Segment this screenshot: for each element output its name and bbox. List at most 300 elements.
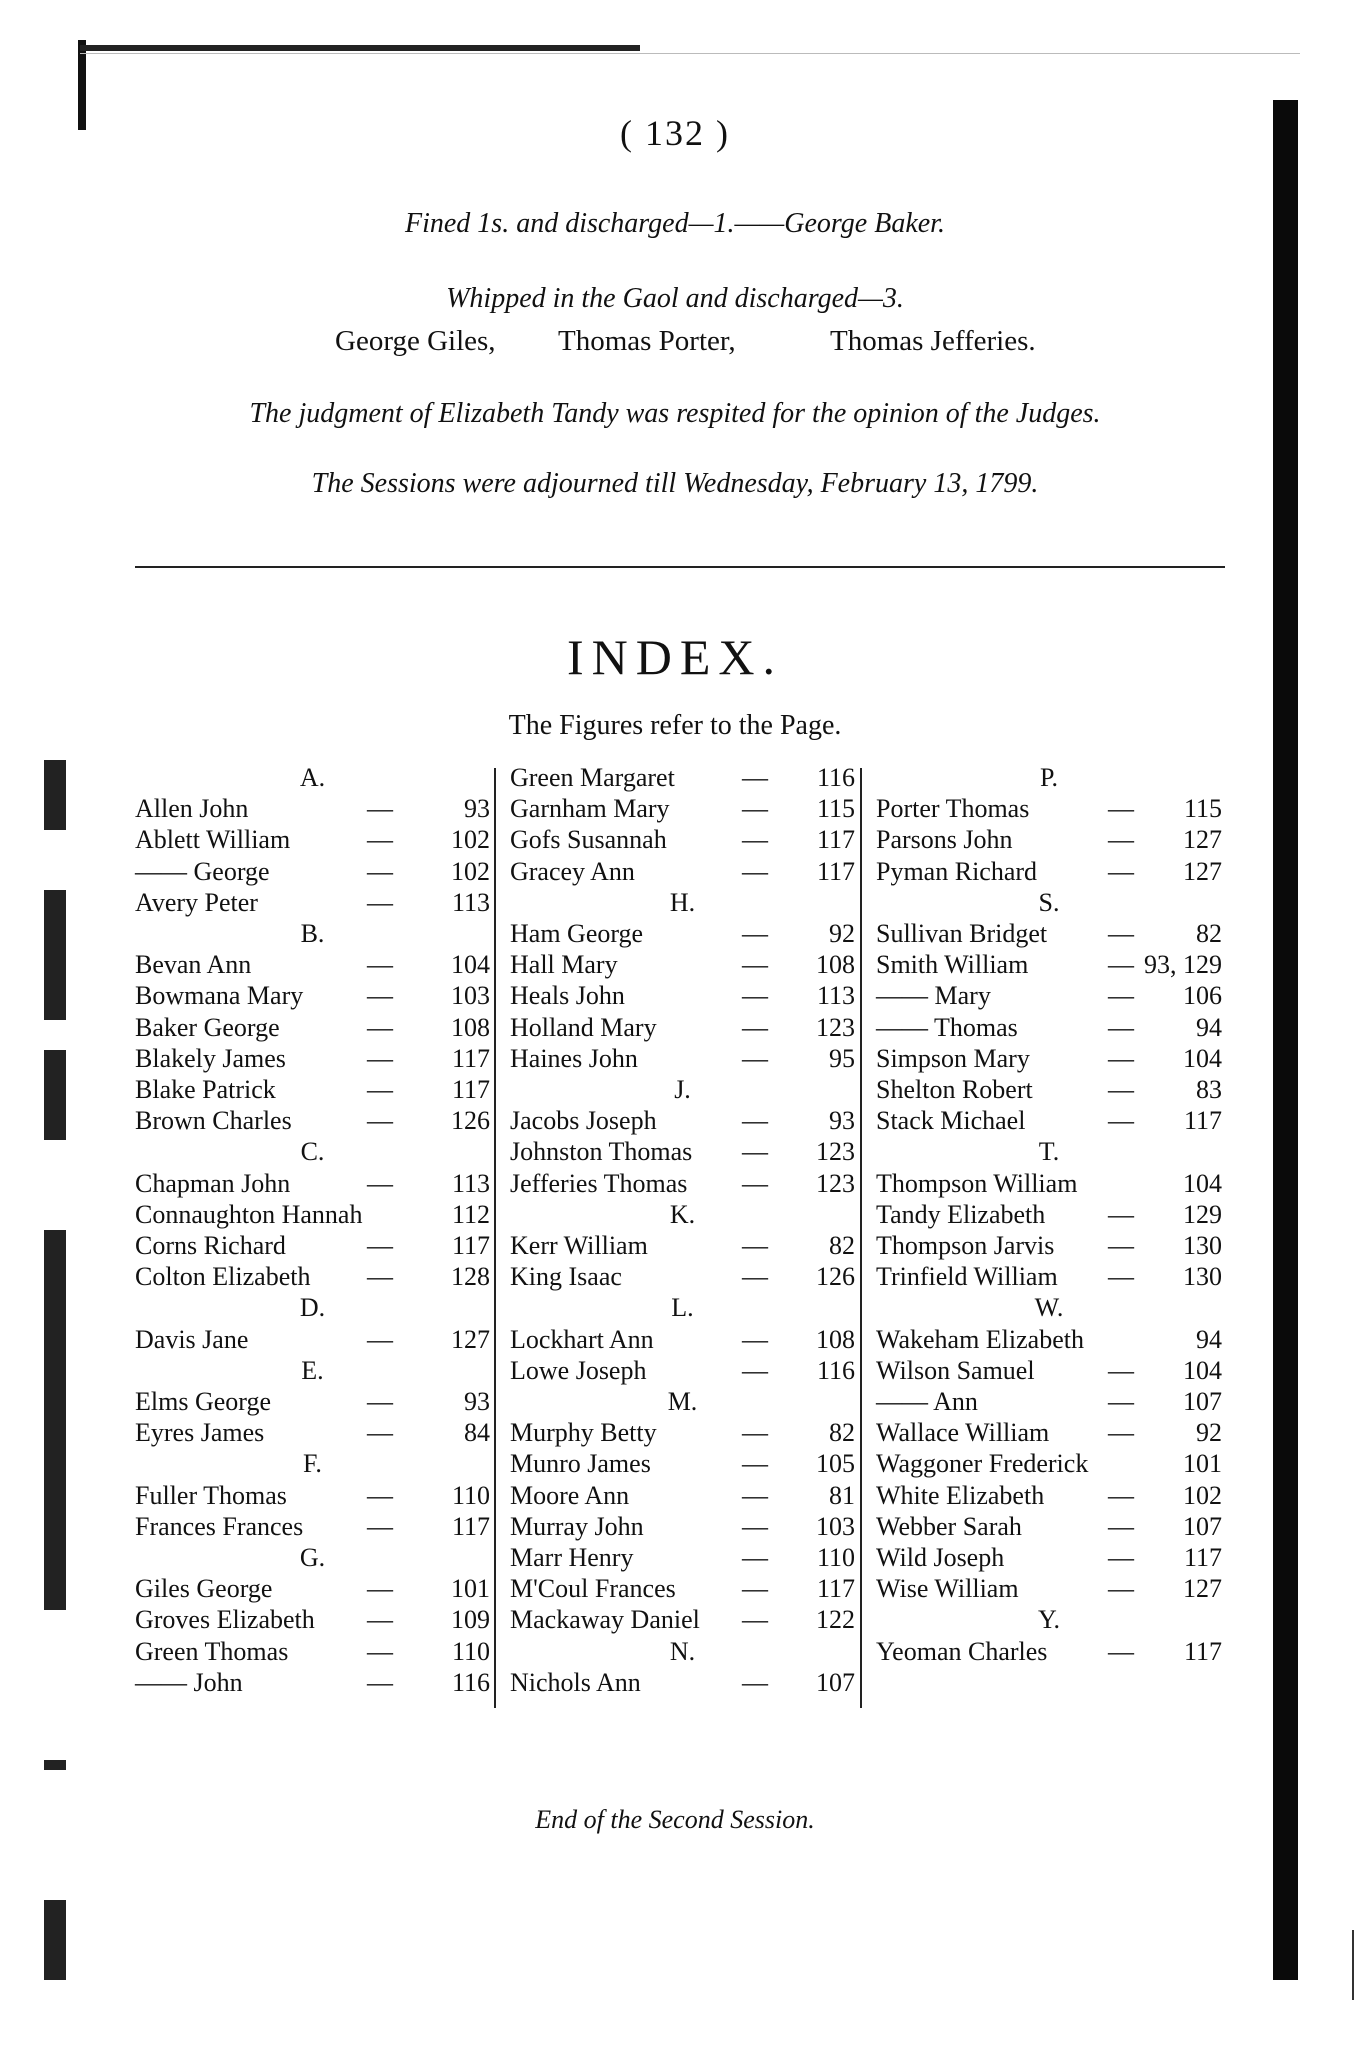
index-entry [876,1105,1222,1136]
entry-name: White Elizabeth [876,1480,1045,1510]
index-letter-heading: W. [1034,1293,1064,1323]
entry-dash: — [742,981,768,1011]
entry-page: 117 [1183,1636,1222,1666]
index-entry [135,1604,490,1635]
entry-dash: — [1108,1231,1134,1260]
index-entry [510,856,855,887]
whipped-name: Thomas Porter, [558,325,736,357]
index-entry [876,1511,1222,1542]
entry-name: Murray John [510,1511,644,1541]
scan-edge-line [1352,1930,1354,2000]
entry-page: 106 [1183,981,1222,1011]
index-entry [876,1636,1222,1667]
index-title: INDEX. [566,629,784,685]
entry-page: 127 [451,1324,490,1354]
index-entry [876,1417,1222,1448]
entry-dash: — [742,1480,768,1510]
index-entry [510,1012,855,1043]
index-letter-heading: H. [669,887,696,917]
entry-dash: — [742,1543,768,1572]
entry-dash: — [367,1667,393,1697]
entry-dash: — [367,1262,393,1292]
index-entry [510,1230,855,1261]
entry-page: 93 [464,794,490,824]
binding-mark [44,1900,66,1980]
entry-page: 122 [816,1605,855,1635]
entry-name: Munro James [510,1449,651,1479]
entry-page: 115 [1183,794,1222,824]
entry-name: —— Mary [876,981,991,1011]
entry-dash: — [742,1418,768,1448]
entry-dash: — [367,825,393,855]
index-entry [510,1511,855,1542]
entry-page: 116 [451,1667,490,1697]
index-subtitle: The Figures refer to the Page. [508,710,842,741]
entry-dash: — [1108,1387,1134,1416]
index-entry [876,1324,1222,1355]
index-entry [876,1480,1222,1511]
index-entry [510,824,855,855]
binding-mark [44,1230,66,1610]
entry-page: 103 [451,981,490,1011]
entry-page: 117 [816,856,855,886]
index-letter-heading: A. [299,763,326,792]
index-letter-heading: L. [671,1293,694,1323]
entry-page: 104 [451,950,490,980]
entry-name: Garnham Mary [510,794,670,824]
entry-name: Mackaway Daniel [510,1605,700,1635]
index-letter-heading: M. [667,1387,698,1416]
judgment-line: The judgment of Elizabeth Tandy was respited for the opinion of the Judges. [249,398,1101,429]
index-entry [876,1261,1222,1292]
index-letter-heading: C. [300,1137,325,1167]
entry-name: Giles George [135,1574,273,1604]
entry-page: 117 [816,1574,855,1604]
index-entry [135,1511,490,1542]
entry-name: Jacobs Joseph [510,1106,657,1136]
index-entry [135,1012,490,1043]
entry-name: Trinfield William [876,1262,1058,1292]
section-divider [135,566,1225,568]
index-entry [510,1667,855,1698]
entry-page: 126 [451,1106,490,1136]
entry-dash: — [1108,1012,1134,1042]
entry-name: Frances Frances [135,1511,304,1541]
entry-name: Johnston Thomas [510,1137,693,1167]
entry-page: 130 [1183,1262,1222,1292]
entry-page: 108 [451,1012,490,1042]
entry-name: Baker George [135,1012,280,1042]
binding-mark [44,1760,66,1770]
binding-mark [44,890,66,1020]
index-entry [135,1043,490,1074]
entry-dash: — [1108,1418,1134,1448]
index-entry [876,1542,1222,1573]
entry-name: Blake Patrick [135,1075,276,1104]
sessions-line: The Sessions were adjourned till Wednesday, February 13, 1799. [311,468,1039,499]
entry-dash: — [742,919,768,948]
entry-page: 117 [451,1511,490,1541]
entry-dash: — [742,1168,768,1198]
index-entry [135,980,490,1011]
index-entry [135,1168,490,1199]
index-entry [135,1324,490,1355]
entry-page: 104 [1183,1168,1222,1198]
entry-page: 127 [1183,856,1222,886]
entry-dash: — [742,1137,768,1167]
entry-name: Yeoman Charles [876,1636,1048,1666]
entry-name: Webber Sarah [876,1511,1022,1541]
entry-name: Porter Thomas [876,794,1030,824]
entry-page: 110 [816,1543,855,1572]
entry-dash: — [1108,1355,1134,1385]
index-entry [876,1199,1222,1230]
index-entry [510,918,855,949]
entry-dash: — [367,1231,393,1260]
index-entry [876,793,1222,824]
entry-dash: — [742,1605,768,1635]
entry-page: 113 [816,981,855,1011]
entry-dash: — [1108,1636,1134,1666]
column-divider [860,768,862,1708]
entry-dash: — [367,1574,393,1604]
entry-name: Jefferies Thomas [510,1168,688,1198]
entry-name: Thompson William [876,1168,1078,1198]
entry-dash: — [1108,1543,1134,1572]
entry-name: Shelton Robert [876,1075,1033,1104]
entry-name: Lowe Joseph [510,1355,647,1385]
entry-page: 117 [451,1075,490,1104]
entry-name: Tandy Elizabeth [876,1199,1046,1229]
entry-page: 94 [1196,1324,1222,1354]
index-entry [135,856,490,887]
entry-page: 93, 129 [1144,950,1222,980]
entry-page: 110 [451,1636,490,1666]
entry-dash: — [742,1667,768,1697]
entry-name: Gofs Susannah [510,825,667,855]
entry-name: King Isaac [510,1262,622,1292]
index-entry [510,980,855,1011]
entry-name: Gracey Ann [510,856,635,886]
index-letter-heading: B. [300,919,325,948]
entry-dash: — [367,887,393,917]
entry-name: Ham George [510,919,644,948]
fined-line: Fined 1s. and discharged—1.——George Baker. [405,208,945,239]
entry-page: 81 [829,1480,855,1510]
entry-page: 107 [1183,1511,1222,1541]
entry-page: 107 [1183,1387,1222,1416]
entry-dash: — [742,1324,768,1354]
index-entry [876,949,1222,980]
entry-name: Smith William [876,950,1029,980]
binding-mark [44,1050,66,1140]
entry-page: 128 [451,1262,490,1292]
index-entry [135,824,490,855]
entry-dash: — [742,794,768,824]
entry-name: Eyres James [135,1418,265,1448]
entry-name: Holland Mary [510,1012,657,1042]
entry-name: Bevan Ann [135,950,252,980]
scan-edge-shadow [1273,100,1298,1980]
index-entry [510,1480,855,1511]
entry-name: Pyman Richard [876,856,1038,886]
index-entry [135,1261,490,1292]
index-letter-heading: K. [669,1199,696,1229]
entry-dash: — [1108,1106,1134,1136]
entry-dash: — [367,1480,393,1510]
index-entry [876,918,1222,949]
entry-page: 84 [464,1418,490,1448]
entry-name: Wild Joseph [876,1543,1005,1572]
index-entry [876,824,1222,855]
binding-mark [44,760,66,830]
entry-dash: — [1108,1480,1134,1510]
index-entry [510,762,855,793]
index-entry [510,1573,855,1604]
index-letter-heading: P. [1039,763,1059,792]
entry-name: Murphy Betty [510,1418,657,1448]
entry-page: 129 [1183,1199,1222,1229]
index-entry [876,1448,1222,1479]
entry-dash: — [367,1418,393,1448]
index-entry [510,1448,855,1479]
entry-dash: — [367,1636,393,1666]
index-entry [876,1230,1222,1261]
entry-dash: — [1108,1199,1134,1229]
entry-dash: — [367,1605,393,1635]
entry-dash: — [742,763,768,792]
entry-page: 83 [1196,1075,1222,1104]
entry-page: 109 [451,1605,490,1635]
entry-dash: — [367,1043,393,1073]
entry-page: 93 [829,1106,855,1136]
entry-page: 82 [829,1231,855,1260]
entry-dash: — [742,1043,768,1073]
entry-page: 127 [1183,1574,1222,1604]
index-letter-heading: T. [1038,1137,1060,1167]
entry-name: Green Thomas [135,1636,289,1666]
entry-page: 107 [816,1667,855,1697]
entry-dash: — [1108,1262,1134,1292]
index-letter-heading: E. [301,1355,324,1385]
entry-dash: — [367,1324,393,1354]
index-entry [876,1573,1222,1604]
index-letter-heading: Y. [1038,1605,1060,1635]
index-entry [876,1043,1222,1074]
index-entry [510,1168,855,1199]
end-line: End of the Second Session. [535,1805,815,1834]
entry-name: —— Ann [876,1387,978,1416]
entry-name: —— John [135,1667,243,1697]
entry-dash: — [367,1075,393,1104]
entry-dash: — [742,1262,768,1292]
index-entry [510,1136,855,1167]
entry-name: Fuller Thomas [135,1480,287,1510]
entry-dash: — [742,1449,768,1479]
entry-name: Moore Ann [510,1480,630,1510]
index-letter-heading: G. [299,1543,326,1572]
whipped-name: George Giles, [335,325,496,357]
entry-name: Groves Elizabeth [135,1605,315,1635]
entry-page: 123 [816,1012,855,1042]
index-entry [135,1230,490,1261]
entry-dash: — [742,856,768,886]
index-entry [135,1667,490,1698]
entry-dash: — [1108,981,1134,1011]
index-letter-heading: S. [1038,887,1060,917]
entry-page: 103 [816,1511,855,1541]
entry-name: Allen John [135,794,249,824]
index-entry [876,856,1222,887]
entry-name: Heals John [510,981,625,1011]
entry-dash: — [1108,825,1134,855]
index-entry [510,1542,855,1573]
entry-dash: — [1108,794,1134,824]
entry-page: 110 [451,1480,490,1510]
index-entry [510,793,855,824]
entry-page: 108 [816,950,855,980]
entry-dash: — [1108,1511,1134,1541]
entry-page: 105 [816,1449,855,1479]
entry-page: 101 [451,1574,490,1604]
entry-page: 123 [816,1137,855,1167]
index-entry [510,1043,855,1074]
entry-name: Blakely James [135,1043,286,1073]
entry-dash: — [1108,1075,1134,1104]
entry-page: 116 [816,1355,855,1385]
entry-name: Thompson Jarvis [876,1231,1055,1260]
entry-dash: — [367,1106,393,1136]
index-entry [135,1199,490,1230]
entry-page: 123 [816,1168,855,1198]
entry-name: Corns Richard [135,1231,286,1260]
entry-dash: — [742,1574,768,1604]
index-entry [135,1386,490,1417]
entry-page: 95 [829,1043,855,1073]
entry-name: Elms George [135,1387,271,1416]
entry-name: Wilson Samuel [876,1355,1035,1385]
entry-page: 82 [1196,919,1222,948]
top-rule-thin [80,53,1300,54]
entry-page: 92 [829,919,855,948]
index-entry [510,949,855,980]
entry-name: Bowmana Mary [135,981,304,1011]
entry-page: 112 [451,1199,490,1229]
entry-page: 117 [1183,1106,1222,1136]
whipped-line: Whipped in the Gaol and discharged—3. [446,283,904,314]
entry-name: Wakeham Elizabeth [876,1324,1084,1354]
entry-page: 117 [816,825,855,855]
entry-page: 102 [451,856,490,886]
entry-dash: — [742,1012,768,1042]
index-entry [876,1012,1222,1043]
entry-name: Green Margaret [510,763,675,792]
entry-dash: — [367,856,393,886]
entry-page: 116 [816,763,855,792]
entry-dash: — [1108,1043,1134,1073]
index-entry [510,1324,855,1355]
page-number: ( 132 ) [620,113,730,153]
entry-page: 117 [451,1231,490,1260]
entry-page: 117 [1183,1543,1222,1572]
entry-dash: — [367,1012,393,1042]
entry-dash: — [742,1231,768,1260]
index-letter-heading: J. [674,1075,691,1104]
entry-page: 102 [1183,1480,1222,1510]
entry-page: 108 [816,1324,855,1354]
index-entry [135,793,490,824]
entry-dash: — [742,825,768,855]
index-entry [510,1261,855,1292]
entry-name: Connaughton Hannah [135,1199,363,1229]
entry-page: 115 [816,794,855,824]
entry-dash: — [742,1355,768,1385]
whipped-name: Thomas Jefferies. [830,325,1036,357]
column-divider [494,768,496,1708]
entry-page: 101 [1183,1449,1222,1479]
entry-name: Hall Mary [510,950,618,980]
index-entry [510,1355,855,1386]
index-letter-heading: N. [669,1636,696,1666]
entry-page: 94 [1196,1012,1222,1042]
index-entry [135,887,490,918]
entry-dash: — [1108,1574,1134,1604]
entry-page: 102 [451,825,490,855]
entry-page: 117 [451,1043,490,1073]
entry-page: 130 [1183,1231,1222,1260]
entry-dash: — [367,950,393,980]
entry-name: Avery Peter [135,887,258,917]
entry-dash: — [367,1168,393,1198]
entry-name: Lockhart Ann [510,1324,654,1354]
entry-page: 93 [464,1387,490,1416]
entry-name: Brown Charles [135,1106,292,1136]
entry-dash: — [742,1511,768,1541]
entry-name: Nichols Ann [510,1667,641,1697]
index-entry [135,1573,490,1604]
entry-dash: — [742,950,768,980]
entry-name: Wallace William [876,1418,1050,1448]
entry-page: 82 [829,1418,855,1448]
entry-name: M'Coul Frances [510,1574,676,1604]
entry-name: Parsons John [876,825,1013,855]
entry-name: Sullivan Bridget [876,919,1048,948]
entry-dash: — [367,1511,393,1541]
index-entry [510,1604,855,1635]
entry-page: 126 [816,1262,855,1292]
entry-name: Simpson Mary [876,1043,1030,1073]
entry-name: —— Thomas [876,1012,1018,1042]
entry-name: Davis Jane [135,1324,249,1354]
entry-page: 127 [1183,825,1222,855]
entry-name: Haines John [510,1043,638,1073]
index-entry [876,1074,1222,1105]
entry-name: Wise William [876,1574,1019,1604]
entry-dash: — [367,794,393,824]
entry-name: Ablett William [135,825,291,855]
index-letter-heading: D. [299,1293,326,1323]
entry-page: 104 [1183,1355,1222,1385]
index-entry [510,1417,855,1448]
entry-dash: — [1108,950,1134,980]
index-entry [135,1105,490,1136]
index-entry [876,980,1222,1011]
entry-page: 92 [1196,1418,1222,1448]
entry-name: Colton Elizabeth [135,1262,311,1292]
index-entry [135,1636,490,1667]
entry-page: 113 [451,1168,490,1198]
index-entry [135,1480,490,1511]
